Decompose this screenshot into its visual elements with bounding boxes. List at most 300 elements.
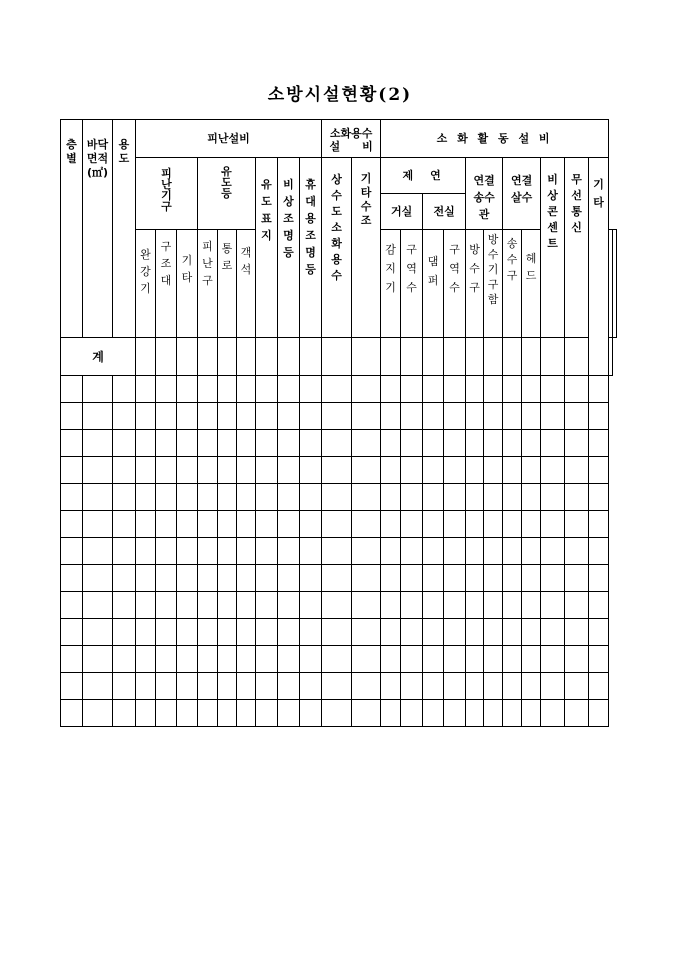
table-cell[interactable] (156, 538, 177, 565)
table-cell[interactable] (156, 646, 177, 673)
table-cell[interactable] (565, 403, 589, 430)
table-cell[interactable] (61, 457, 83, 484)
table-cell[interactable] (177, 538, 198, 565)
table-cell[interactable] (300, 673, 322, 700)
table-cell[interactable] (423, 457, 444, 484)
table-cell[interactable] (218, 700, 237, 727)
table-cell[interactable] (278, 592, 300, 619)
table-cell[interactable] (177, 484, 198, 511)
table-cell[interactable] (381, 592, 401, 619)
table-cell[interactable] (156, 619, 177, 646)
table-cell[interactable] (300, 511, 322, 538)
table-cell[interactable] (541, 376, 565, 403)
sum-cell[interactable] (322, 338, 352, 376)
table-cell[interactable] (300, 484, 322, 511)
table-cell[interactable] (401, 700, 423, 727)
table-cell[interactable] (198, 484, 218, 511)
sum-cell[interactable] (198, 338, 218, 376)
table-cell[interactable] (156, 403, 177, 430)
table-cell[interactable] (423, 538, 444, 565)
table-cell[interactable] (484, 511, 503, 538)
table-cell[interactable] (565, 646, 589, 673)
table-cell[interactable] (352, 403, 381, 430)
table-cell[interactable] (541, 673, 565, 700)
table-cell[interactable] (423, 565, 444, 592)
table-cell[interactable] (198, 592, 218, 619)
table-cell[interactable] (300, 403, 322, 430)
table-cell[interactable] (61, 376, 83, 403)
table-cell[interactable] (381, 538, 401, 565)
table-cell[interactable] (136, 457, 156, 484)
table-cell[interactable] (522, 430, 541, 457)
table-cell[interactable] (352, 646, 381, 673)
table-cell[interactable] (177, 565, 198, 592)
table-cell[interactable] (300, 592, 322, 619)
table-cell[interactable] (278, 565, 300, 592)
table-cell[interactable] (198, 646, 218, 673)
table-cell[interactable] (589, 565, 609, 592)
table-cell[interactable] (401, 430, 423, 457)
table-cell[interactable] (423, 619, 444, 646)
table-cell[interactable] (484, 430, 503, 457)
table-cell[interactable] (444, 592, 466, 619)
table-cell[interactable] (423, 592, 444, 619)
table-cell[interactable] (589, 484, 609, 511)
table-cell[interactable] (156, 592, 177, 619)
table-cell[interactable] (300, 430, 322, 457)
table-cell[interactable] (352, 673, 381, 700)
table-cell[interactable] (565, 430, 589, 457)
table-cell[interactable] (522, 403, 541, 430)
table-cell[interactable] (218, 403, 237, 430)
table-cell[interactable] (541, 430, 565, 457)
table-cell[interactable] (401, 376, 423, 403)
table-cell[interactable] (522, 484, 541, 511)
table-cell[interactable] (278, 376, 300, 403)
table-cell[interactable] (300, 700, 322, 727)
table-cell[interactable] (218, 430, 237, 457)
table-cell[interactable] (444, 565, 466, 592)
table-cell[interactable] (237, 511, 256, 538)
table-cell[interactable] (381, 484, 401, 511)
table-cell[interactable] (444, 511, 466, 538)
table-cell[interactable] (466, 538, 484, 565)
table-cell[interactable] (278, 457, 300, 484)
table-cell[interactable] (352, 538, 381, 565)
table-cell[interactable] (61, 673, 83, 700)
table-cell[interactable] (256, 565, 278, 592)
table-cell[interactable] (322, 457, 352, 484)
table-cell[interactable] (522, 619, 541, 646)
table-cell[interactable] (541, 646, 565, 673)
table-cell[interactable] (136, 484, 156, 511)
table-cell[interactable] (177, 430, 198, 457)
sum-cell[interactable] (352, 338, 381, 376)
table-cell[interactable] (278, 430, 300, 457)
table-cell[interactable] (322, 646, 352, 673)
table-cell[interactable] (381, 700, 401, 727)
table-cell[interactable] (83, 673, 113, 700)
table-cell[interactable] (503, 673, 522, 700)
table-cell[interactable] (61, 538, 83, 565)
table-cell[interactable] (113, 565, 136, 592)
table-cell[interactable] (177, 673, 198, 700)
sum-cell[interactable] (565, 338, 589, 376)
table-cell[interactable] (237, 673, 256, 700)
table-cell[interactable] (198, 403, 218, 430)
table-cell[interactable] (113, 673, 136, 700)
table-cell[interactable] (136, 538, 156, 565)
table-cell[interactable] (237, 484, 256, 511)
table-cell[interactable] (300, 619, 322, 646)
table-cell[interactable] (401, 673, 423, 700)
table-cell[interactable] (565, 592, 589, 619)
table-cell[interactable] (322, 538, 352, 565)
table-cell[interactable] (113, 403, 136, 430)
table-cell[interactable] (113, 646, 136, 673)
table-cell[interactable] (541, 403, 565, 430)
table-cell[interactable] (466, 376, 484, 403)
table-cell[interactable] (256, 538, 278, 565)
table-cell[interactable] (136, 619, 156, 646)
table-cell[interactable] (466, 457, 484, 484)
table-cell[interactable] (484, 673, 503, 700)
table-cell[interactable] (136, 673, 156, 700)
table-cell[interactable] (218, 673, 237, 700)
table-cell[interactable] (503, 403, 522, 430)
table-cell[interactable] (218, 484, 237, 511)
table-cell[interactable] (156, 457, 177, 484)
table-cell[interactable] (322, 673, 352, 700)
table-cell[interactable] (444, 457, 466, 484)
table-cell[interactable] (466, 565, 484, 592)
table-cell[interactable] (466, 646, 484, 673)
table-cell[interactable] (444, 646, 466, 673)
table-cell[interactable] (352, 619, 381, 646)
table-cell[interactable] (61, 592, 83, 619)
table-cell[interactable] (300, 565, 322, 592)
table-cell[interactable] (198, 565, 218, 592)
table-cell[interactable] (423, 511, 444, 538)
table-cell[interactable] (589, 376, 609, 403)
table-cell[interactable] (256, 673, 278, 700)
table-cell[interactable] (444, 403, 466, 430)
table-cell[interactable] (522, 457, 541, 484)
table-cell[interactable] (423, 484, 444, 511)
table-cell[interactable] (237, 619, 256, 646)
table-cell[interactable] (541, 700, 565, 727)
table-cell[interactable] (198, 511, 218, 538)
table-cell[interactable] (83, 538, 113, 565)
table-cell[interactable] (177, 457, 198, 484)
table-cell[interactable] (198, 430, 218, 457)
table-cell[interactable] (401, 403, 423, 430)
table-cell[interactable] (352, 700, 381, 727)
table-cell[interactable] (565, 565, 589, 592)
table-cell[interactable] (466, 403, 484, 430)
table-cell[interactable] (113, 376, 136, 403)
table-cell[interactable] (198, 619, 218, 646)
table-cell[interactable] (156, 511, 177, 538)
table-cell[interactable] (484, 457, 503, 484)
table-cell[interactable] (503, 457, 522, 484)
table-cell[interactable] (278, 484, 300, 511)
table-cell[interactable] (156, 430, 177, 457)
table-cell[interactable] (237, 457, 256, 484)
table-cell[interactable] (218, 646, 237, 673)
table-cell[interactable] (278, 673, 300, 700)
table-cell[interactable] (503, 430, 522, 457)
table-cell[interactable] (352, 376, 381, 403)
table-cell[interactable] (381, 565, 401, 592)
table-cell[interactable] (484, 376, 503, 403)
table-cell[interactable] (218, 511, 237, 538)
table-cell[interactable] (113, 511, 136, 538)
table-cell[interactable] (503, 565, 522, 592)
table-cell[interactable] (401, 565, 423, 592)
table-cell[interactable] (322, 700, 352, 727)
table-cell[interactable] (237, 700, 256, 727)
table-cell[interactable] (503, 538, 522, 565)
table-cell[interactable] (352, 430, 381, 457)
table-cell[interactable] (565, 673, 589, 700)
table-cell[interactable] (589, 700, 609, 727)
table-cell[interactable] (218, 619, 237, 646)
table-cell[interactable] (444, 484, 466, 511)
table-cell[interactable] (444, 430, 466, 457)
table-cell[interactable] (466, 700, 484, 727)
table-cell[interactable] (256, 484, 278, 511)
table-cell[interactable] (177, 619, 198, 646)
table-cell[interactable] (466, 619, 484, 646)
table-cell[interactable] (381, 457, 401, 484)
sum-cell[interactable] (156, 338, 177, 376)
table-cell[interactable] (484, 619, 503, 646)
table-cell[interactable] (177, 511, 198, 538)
table-cell[interactable] (300, 646, 322, 673)
table-cell[interactable] (322, 430, 352, 457)
table-cell[interactable] (61, 484, 83, 511)
table-cell[interactable] (541, 484, 565, 511)
table-cell[interactable] (113, 592, 136, 619)
table-cell[interactable] (401, 592, 423, 619)
table-cell[interactable] (522, 646, 541, 673)
table-cell[interactable] (503, 484, 522, 511)
table-cell[interactable] (136, 646, 156, 673)
table-cell[interactable] (565, 700, 589, 727)
table-cell[interactable] (322, 565, 352, 592)
table-cell[interactable] (177, 376, 198, 403)
table-cell[interactable] (237, 430, 256, 457)
table-cell[interactable] (444, 538, 466, 565)
sum-cell[interactable] (609, 338, 613, 376)
table-cell[interactable] (423, 376, 444, 403)
table-cell[interactable] (322, 403, 352, 430)
table-cell[interactable] (522, 376, 541, 403)
table-cell[interactable] (352, 511, 381, 538)
table-cell[interactable] (256, 457, 278, 484)
table-cell[interactable] (541, 565, 565, 592)
table-cell[interactable] (423, 646, 444, 673)
table-cell[interactable] (113, 700, 136, 727)
table-cell[interactable] (444, 700, 466, 727)
table-cell[interactable] (83, 565, 113, 592)
table-cell[interactable] (484, 538, 503, 565)
table-cell[interactable] (218, 538, 237, 565)
table-cell[interactable] (522, 565, 541, 592)
table-cell[interactable] (61, 511, 83, 538)
table-cell[interactable] (61, 403, 83, 430)
table-cell[interactable] (300, 538, 322, 565)
table-cell[interactable] (113, 484, 136, 511)
table-cell[interactable] (83, 592, 113, 619)
table-cell[interactable] (83, 646, 113, 673)
table-cell[interactable] (83, 403, 113, 430)
table-cell[interactable] (256, 646, 278, 673)
sum-cell[interactable] (381, 338, 401, 376)
sum-cell[interactable] (256, 338, 278, 376)
table-cell[interactable] (136, 403, 156, 430)
table-cell[interactable] (61, 430, 83, 457)
table-cell[interactable] (156, 484, 177, 511)
table-cell[interactable] (423, 430, 444, 457)
table-cell[interactable] (256, 430, 278, 457)
table-cell[interactable] (401, 646, 423, 673)
table-cell[interactable] (156, 565, 177, 592)
table-cell[interactable] (381, 673, 401, 700)
table-cell[interactable] (503, 376, 522, 403)
sum-cell[interactable] (522, 338, 541, 376)
table-cell[interactable] (256, 376, 278, 403)
table-cell[interactable] (466, 673, 484, 700)
table-cell[interactable] (381, 403, 401, 430)
table-cell[interactable] (589, 592, 609, 619)
table-cell[interactable] (444, 619, 466, 646)
table-cell[interactable] (136, 376, 156, 403)
table-cell[interactable] (401, 457, 423, 484)
table-cell[interactable] (484, 592, 503, 619)
table-cell[interactable] (322, 592, 352, 619)
table-cell[interactable] (177, 700, 198, 727)
sum-cell[interactable] (503, 338, 522, 376)
table-cell[interactable] (522, 592, 541, 619)
table-cell[interactable] (522, 700, 541, 727)
table-cell[interactable] (218, 376, 237, 403)
table-cell[interactable] (484, 646, 503, 673)
table-cell[interactable] (237, 376, 256, 403)
table-cell[interactable] (484, 700, 503, 727)
table-cell[interactable] (565, 484, 589, 511)
table-cell[interactable] (381, 376, 401, 403)
table-cell[interactable] (352, 484, 381, 511)
table-cell[interactable] (198, 376, 218, 403)
table-cell[interactable] (589, 457, 609, 484)
sum-cell[interactable] (466, 338, 484, 376)
table-cell[interactable] (256, 700, 278, 727)
table-cell[interactable] (503, 646, 522, 673)
table-cell[interactable] (156, 700, 177, 727)
table-cell[interactable] (352, 592, 381, 619)
table-cell[interactable] (256, 403, 278, 430)
table-cell[interactable] (61, 565, 83, 592)
table-cell[interactable] (83, 700, 113, 727)
table-cell[interactable] (322, 484, 352, 511)
table-cell[interactable] (401, 484, 423, 511)
table-cell[interactable] (300, 457, 322, 484)
table-cell[interactable] (423, 673, 444, 700)
table-cell[interactable] (300, 376, 322, 403)
table-cell[interactable] (541, 457, 565, 484)
sum-cell[interactable] (136, 338, 156, 376)
sum-cell[interactable] (300, 338, 322, 376)
table-cell[interactable] (401, 511, 423, 538)
table-cell[interactable] (198, 700, 218, 727)
table-cell[interactable] (381, 646, 401, 673)
table-cell[interactable] (565, 619, 589, 646)
table-cell[interactable] (381, 511, 401, 538)
table-cell[interactable] (522, 673, 541, 700)
table-cell[interactable] (589, 430, 609, 457)
sum-cell[interactable] (237, 338, 256, 376)
table-cell[interactable] (237, 565, 256, 592)
table-cell[interactable] (541, 619, 565, 646)
table-cell[interactable] (466, 430, 484, 457)
table-cell[interactable] (177, 646, 198, 673)
table-cell[interactable] (466, 484, 484, 511)
table-cell[interactable] (503, 700, 522, 727)
table-cell[interactable] (484, 565, 503, 592)
table-cell[interactable] (381, 619, 401, 646)
table-cell[interactable] (381, 430, 401, 457)
sum-cell[interactable] (484, 338, 503, 376)
table-cell[interactable] (156, 673, 177, 700)
table-cell[interactable] (565, 376, 589, 403)
table-cell[interactable] (589, 538, 609, 565)
table-cell[interactable] (237, 538, 256, 565)
table-cell[interactable] (466, 592, 484, 619)
sum-cell[interactable] (218, 338, 237, 376)
table-cell[interactable] (589, 511, 609, 538)
table-cell[interactable] (423, 700, 444, 727)
table-cell[interactable] (278, 538, 300, 565)
table-cell[interactable] (278, 403, 300, 430)
table-cell[interactable] (423, 403, 444, 430)
table-cell[interactable] (565, 538, 589, 565)
table-cell[interactable] (503, 619, 522, 646)
table-cell[interactable] (401, 538, 423, 565)
table-cell[interactable] (61, 619, 83, 646)
table-cell[interactable] (156, 376, 177, 403)
table-cell[interactable] (444, 376, 466, 403)
sum-cell[interactable] (423, 338, 444, 376)
table-cell[interactable] (589, 673, 609, 700)
table-cell[interactable] (256, 619, 278, 646)
table-cell[interactable] (541, 592, 565, 619)
table-cell[interactable] (466, 511, 484, 538)
table-cell[interactable] (352, 457, 381, 484)
table-cell[interactable] (256, 511, 278, 538)
sum-cell[interactable] (444, 338, 466, 376)
table-cell[interactable] (136, 700, 156, 727)
table-cell[interactable] (484, 484, 503, 511)
table-cell[interactable] (322, 619, 352, 646)
table-cell[interactable] (113, 619, 136, 646)
table-cell[interactable] (541, 538, 565, 565)
table-cell[interactable] (589, 619, 609, 646)
sum-cell[interactable] (401, 338, 423, 376)
table-cell[interactable] (278, 511, 300, 538)
table-cell[interactable] (198, 538, 218, 565)
